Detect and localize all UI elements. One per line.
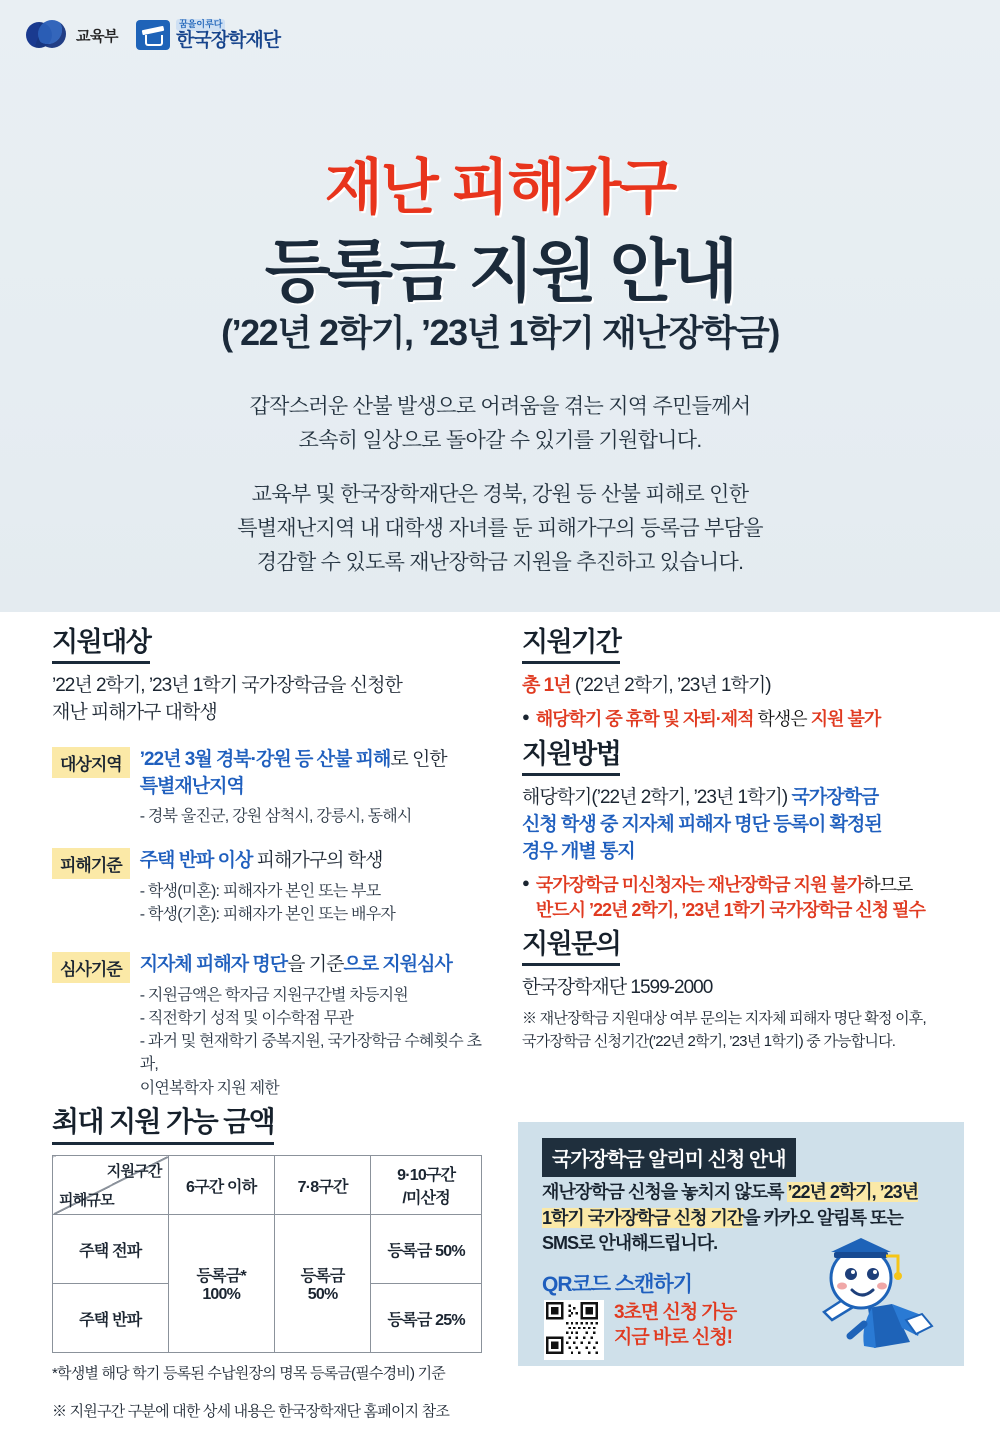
promo-box — [518, 1122, 964, 1366]
promo-body-hl1: ’22년 2학기, ’23년 — [787, 1182, 919, 1202]
table-note-1: *학생별 해당 학기 등록된 수납원장의 명목 등록금(필수경비) 기준 — [52, 1365, 445, 1382]
damage-detail-2: - 학생(기혼): 피해자가 본인 또는 배우자 — [139, 906, 396, 924]
table-col-3-line1: 9·10구간 — [397, 1167, 456, 1184]
hero-lead2-paragraph — [0, 478, 1000, 580]
table-row — [53, 1215, 482, 1284]
region-row — [52, 747, 482, 828]
qr-cta-line2: 지금 바로 신청! — [614, 1327, 733, 1349]
right-column — [522, 620, 962, 1068]
qr-cta-line1: 3초면 신청 가능 — [614, 1302, 737, 1323]
review-tag: 심사기준 — [52, 952, 130, 983]
region-body — [140, 747, 447, 828]
method-bullet-c: 반드시 ’22년 2학기, ’23년 1학기 국가장학금 신청 필수 — [535, 899, 925, 920]
table-col-3 — [371, 1156, 482, 1215]
table-corner-bottom: 피해규모 — [59, 1192, 114, 1209]
method-line3-b: 개별 통지 — [561, 840, 635, 862]
merged-cell-col1 — [168, 1215, 274, 1353]
method-line2-c: 된 — [864, 813, 882, 835]
max-amount-table — [52, 1155, 482, 1353]
table-col-1: 6구간 이하 — [168, 1156, 274, 1215]
review-detail-3: - 과거 및 현재학기 중복지원, 국가장학금 수혜횟수 초과, — [139, 1033, 482, 1074]
section-heading-max-amount: 최대 지원 가능 금액 — [52, 1100, 274, 1145]
poster-title-main: 등록금 지원 안내 — [264, 234, 736, 310]
region-detail: - 경북 울진군, 강원 삼척시, 강릉시, 동해시 — [139, 808, 412, 826]
hero-lead2-line3: 경감할 수 있도록 재난장학금 지원을 추진하고 있습니다. — [256, 551, 744, 575]
method-line3-a: 경우 — [522, 840, 561, 862]
government-logo-label: 교육부 — [76, 27, 118, 45]
hero-lead2-line2: 특별재난지역 내 대학생 자녀를 둔 피해가구의 등록금 부담을 — [237, 517, 763, 541]
review-body — [140, 952, 482, 1100]
review-detail-2: - 직전학기 성적 및 이수학점 무관 — [139, 1010, 353, 1028]
method-line2-a: 신청 학생 중 — [522, 813, 622, 835]
government-logo — [26, 18, 118, 52]
table-corner-top: 지원구간 — [106, 1163, 162, 1180]
row-label-1: 주택 반파 — [53, 1284, 169, 1353]
promo-body-2: 을 카카오 알림톡 또는 — [743, 1207, 903, 1228]
hero-lead-line1: 갑작스러운 산불 발생으로 어려움을 겪는 지역 주민들께서 — [249, 395, 751, 418]
contact-note-1: ※ 재난장학금 지원대상 여부 문의는 지자체 피해자 명단 확정 이후, — [522, 1010, 926, 1028]
row-1-col3: 등록금 25% — [371, 1284, 482, 1353]
promo-body-hl2: 1학기 국가장학금 신청 기간 — [542, 1207, 744, 1228]
table-col-2: 7·8구간 — [274, 1156, 370, 1215]
damage-line-highlight: 주택 반파 이상 — [139, 850, 253, 872]
bullet-dot-icon: ● — [522, 708, 529, 724]
table-header-row — [53, 1156, 482, 1215]
damage-body — [140, 848, 395, 926]
promo-body-1: 재난장학금 신청을 놓치지 않도록 — [542, 1182, 788, 1202]
period-bullet-a: 해당학기 중 휴학 및 자퇴·제적 — [535, 708, 754, 729]
merged-col1-line2: 100% — [202, 1286, 241, 1303]
hero-lead-paragraph — [0, 390, 1000, 458]
damage-tag: 피해기준 — [52, 848, 130, 879]
table-note-2: ※ 지원구간 구분에 대한 상세 내용은 한국장학재단 홈페이지 참조 — [52, 1402, 450, 1420]
kosaf-logo-main: 한국장학재단 — [175, 29, 281, 51]
merged-col1-line1: 등록금* — [196, 1268, 246, 1285]
left-column — [52, 620, 482, 1100]
contact-note — [522, 1008, 962, 1053]
amount-table-section — [52, 1100, 482, 1438]
hero-divider — [0, 612, 1000, 614]
method-bullet — [522, 873, 962, 923]
review-line-b: 을 기준 — [287, 954, 344, 976]
period-total: 총 1년 — [522, 675, 571, 696]
bullet-dot-icon: ● — [522, 874, 529, 890]
kosaf-logo — [136, 19, 280, 50]
qr-code[interactable] — [544, 1300, 604, 1360]
region-line2: 특별재난지역 — [139, 775, 244, 797]
poster-subtitle: (’22년 2학기, ’23년 1학기 재난장학금) — [221, 312, 779, 353]
row-label-0: 주택 전파 — [53, 1215, 169, 1284]
table-col-3-line2: /미산정 — [402, 1190, 450, 1207]
section-heading-contact: 지원문의 — [522, 922, 620, 966]
review-row — [52, 952, 482, 1100]
merged-cell-col2 — [274, 1215, 370, 1353]
damage-line-rest: 피해가구의 학생 — [252, 850, 383, 872]
method-bullet-text — [536, 873, 925, 923]
method-line2-b: 지자체 피해자 명단 등록이 확정 — [621, 813, 865, 835]
method-description — [522, 785, 962, 866]
region-line1-rest: 로 인한 — [390, 748, 447, 770]
period-bullet-c: 지원 불가 — [810, 708, 881, 729]
hero-lead-line2: 조속히 일상으로 돌아갈 수 있기를 기원합니다. — [298, 429, 702, 453]
contact-line: 한국장학재단 1599-2000 — [522, 977, 713, 999]
review-detail-1: - 지원금액은 학자금 지원구간별 차등지원 — [139, 986, 408, 1004]
row-0-col3: 등록금 50% — [371, 1215, 482, 1284]
review-line-c: 으로 지원심사 — [343, 954, 452, 976]
region-line1-highlight: ’22년 3월 경북·강원 등 산불 피해 — [139, 748, 391, 770]
target-line2: 재난 피해가구 대학생 — [52, 701, 217, 723]
government-emblem-icon — [26, 18, 68, 52]
logo-group — [26, 18, 280, 52]
period-range: (’22년 2학기, ’23년 1학기) — [570, 675, 771, 696]
kosaf-logo-text — [176, 19, 280, 50]
section-heading-target: 지원대상 — [52, 620, 150, 664]
review-line-a: 지자체 피해자 명단 — [139, 954, 288, 976]
promo-badge: 국가장학금 알리미 신청 안내 — [542, 1138, 796, 1177]
period-bullet — [522, 707, 962, 732]
promo-body-3: SMS로 안내해드립니다. — [542, 1233, 718, 1254]
target-line1: ’22년 2학기, ’23년 1학기 국가장학금을 신청한 — [52, 675, 402, 696]
target-description — [52, 673, 482, 727]
table-corner-cell — [53, 1156, 169, 1215]
section-heading-period: 지원기간 — [522, 620, 620, 664]
review-detail-4: 이연복학자 지원 제한 — [139, 1079, 279, 1097]
damage-row — [52, 848, 482, 926]
section-heading-method: 지원방법 — [522, 732, 620, 776]
period-bullet-text — [536, 707, 880, 732]
hero-lead2-line1: 교육부 및 한국장학재단은 경북, 강원 등 산불 피해로 인한 — [251, 483, 749, 506]
qr-scan-label: QR코드 스캔하기 — [542, 1273, 693, 1296]
period-line — [522, 673, 962, 700]
method-line1-b: 국가장학금 — [791, 786, 879, 808]
damage-detail-1: - 학생(미혼): 피해자가 본인 또는 부모 — [139, 882, 381, 900]
method-bullet-a: 국가장학금 미신청자는 재난장학금 지원 불가 — [535, 874, 864, 895]
period-bullet-b: 학생은 — [753, 708, 811, 729]
contact-note-2: 국가장학금 신청기간(’22년 2학기, ’23년 1학기) 중 가능합니다. — [522, 1032, 896, 1050]
merged-col2-line1: 등록금 — [300, 1268, 345, 1285]
graduation-cap-icon — [136, 20, 170, 50]
kosaf-logo-sub: 꿈을이루다 — [176, 19, 225, 30]
method-bullet-b: 하므로 — [863, 874, 913, 895]
region-tag: 대상지역 — [52, 747, 130, 778]
qr-cta-text — [614, 1300, 736, 1350]
qr-code-icon — [546, 1302, 598, 1354]
poster-title-red: 재난 피해가구 — [324, 154, 676, 221]
method-line1-a: 해당학기(’22년 2학기, ’23년 1학기) — [522, 786, 792, 808]
merged-col2-line2: 50% — [307, 1286, 338, 1303]
mascot-illustration — [806, 1216, 956, 1366]
